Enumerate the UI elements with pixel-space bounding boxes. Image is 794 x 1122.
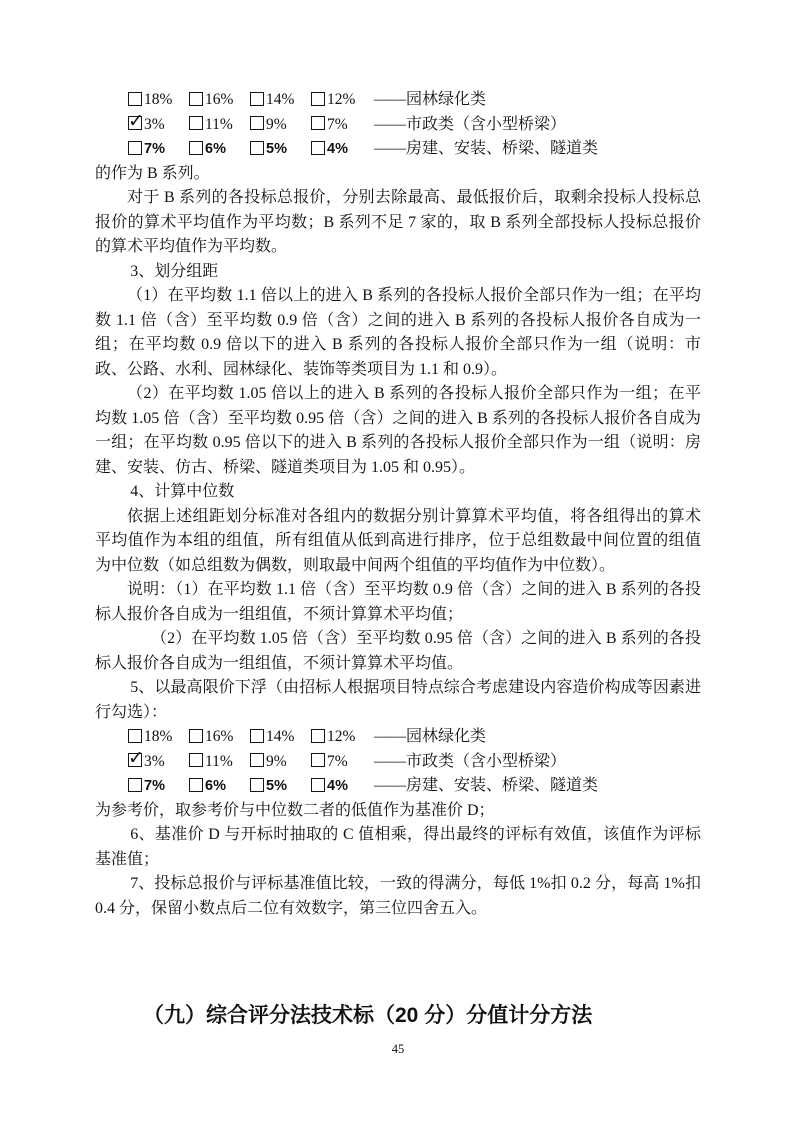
checkbox-option[interactable] — [311, 88, 372, 113]
checkbox-icon[interactable] — [311, 92, 325, 106]
discount-row-municipal — [95, 750, 701, 775]
checkbox-option-label: 4% — [327, 778, 348, 794]
discount-row-garden — [95, 88, 701, 113]
checkbox-option[interactable] — [128, 774, 189, 799]
checkbox-option-label: 6% — [205, 141, 226, 157]
checkbox-icon[interactable] — [128, 778, 142, 792]
category-label: ——园林绿化类 — [374, 728, 487, 745]
checkbox-option[interactable] — [189, 774, 250, 799]
checkbox-option[interactable] — [128, 137, 189, 162]
discount-row-garden — [95, 725, 701, 750]
paragraph-median: 依据上述组距划分标准对各组内的数据分别计算算术平均值，将各组得出的算术平均值作为本组的组值，所有组值从低到高进行排序，位于总组数最中间位置的组值为中位数（如总组数为偶数，则取最中间两个组值的平均值作为中位数）。 — [95, 507, 701, 574]
checkbox-option-label: 16% — [205, 91, 234, 108]
checkbox-option-label: 14% — [266, 91, 295, 108]
checkbox-icon[interactable] — [311, 729, 325, 743]
checkbox-option[interactable] — [250, 113, 311, 138]
checkbox-option[interactable] — [250, 750, 311, 775]
checkbox-option[interactable] — [189, 113, 250, 138]
checkbox-option-label: 9% — [266, 752, 287, 770]
checkbox-option-label: 7% — [144, 778, 165, 794]
checkbox-option-label: 6% — [205, 778, 226, 794]
checkbox-icon[interactable] — [189, 92, 203, 106]
paragraph-grouping-2: （2）在平均数 1.05 倍以上的进入 B 系列的各投标人报价全部只作为一组；在平均数 1.05 倍（含）至平均数 0.95 倍（含）之间的进入 B 系列的各投标人报价各自成为一组；在平均数 0.95 倍以下的进入 B 系列的各投标人报价全部只作为一组（说明：房建、安装、仿古、桥梁、隧道类项目为 1.05 和 0.95）。 — [95, 385, 701, 476]
paragraph-median-note-2: （2）在平均数 1.05 倍（含）至平均数 0.95 倍（含）之间的进入 B 系列的各投标人报价各自成为一组组值，不须计算算术平均值。 — [95, 630, 701, 672]
page-number: 45 — [391, 1042, 405, 1056]
checkbox-icon[interactable] — [311, 753, 325, 767]
checkbox-option-label: 5% — [266, 141, 287, 157]
checkbox-icon[interactable] — [311, 116, 325, 130]
paragraph-grouping-1: （1）在平均数 1.1 倍以上的进入 B 系列的各投标人报价全部只作为一组；在平均数 1.1 倍（含）至平均数 0.9 倍（含）之间的进入 B 系列的各投标人报价各自成为一组；在平均数 0.9 倍以下的进入 B 系列的各投标人报价全部只作为一组（说明：市政、公路、水利、园林绿化、装饰等类项目为 1.1 和 0.9）。 — [95, 287, 701, 378]
checkbox-option-label: 9% — [266, 115, 287, 133]
checkbox-icon[interactable] — [250, 92, 264, 106]
checkbox-option-label: 12% — [327, 728, 356, 745]
checkbox-icon[interactable] — [128, 92, 142, 106]
checkbox-option[interactable] — [189, 750, 250, 775]
checkbox-option[interactable] — [311, 137, 372, 162]
discount-row-construction — [95, 137, 701, 162]
discount-row-municipal — [95, 113, 701, 138]
checkbox-icon[interactable] — [250, 141, 264, 155]
checkbox-option-label: 11% — [205, 752, 233, 770]
heading-item-3: 3、划分组距 — [130, 262, 219, 280]
checkbox-icon[interactable] — [189, 753, 203, 767]
checkbox-icon[interactable] — [189, 116, 203, 130]
category-label: ——房建、安装、桥梁、隧道类 — [374, 777, 599, 794]
checkbox-icon[interactable] — [189, 141, 203, 155]
checkbox-option-label: 5% — [266, 778, 287, 794]
checkbox-option[interactable] — [250, 88, 311, 113]
checkbox-icon[interactable] — [311, 141, 325, 155]
checkbox-option[interactable] — [128, 750, 189, 775]
checkbox-option[interactable] — [311, 113, 372, 138]
checkbox-icon[interactable] — [250, 116, 264, 130]
checkbox-option[interactable] — [311, 774, 372, 799]
checkbox-checked-icon[interactable] — [128, 116, 142, 130]
checkbox-option[interactable] — [311, 725, 372, 750]
category-label: ——市政类（含小型桥梁） — [374, 752, 567, 770]
checkbox-option[interactable] — [250, 774, 311, 799]
section-heading: （九）综合评分法技术标（20 分）分值计分方法 — [143, 1004, 593, 1027]
paragraph-item-7: 7、投标总报价与评标基准值比较，一致的得满分，每低 1%扣 0.2 分，每高 1%扣 0.4 分，保留小数点后二位有效数字，第三位四舍五入。 — [95, 875, 701, 917]
checkbox-icon[interactable] — [189, 729, 203, 743]
checkbox-option-label: 14% — [266, 728, 295, 745]
paragraph-median-note-1: 说明：（1）在平均数 1.1 倍（含）至平均数 0.9 倍（含）之间的进入 B 系列的各投标人报价各自成为一组组值，不须计算算术平均值； — [95, 581, 701, 623]
checkbox-option-label: 18% — [144, 91, 173, 108]
category-label: ——市政类（含小型桥梁） — [374, 115, 567, 133]
checkbox-icon[interactable] — [189, 778, 203, 792]
checkbox-icon[interactable] — [250, 729, 264, 743]
checkbox-icon[interactable] — [250, 778, 264, 792]
checkbox-option[interactable] — [311, 750, 372, 775]
checkbox-icon[interactable] — [128, 141, 142, 155]
checkbox-icon[interactable] — [250, 753, 264, 767]
discount-row-construction — [95, 774, 701, 799]
body-text — [95, 88, 701, 1057]
checkbox-option[interactable] — [189, 725, 250, 750]
checkbox-option-label: 7% — [327, 115, 348, 133]
checkbox-option-label: 3% — [144, 752, 165, 770]
checkbox-option[interactable] — [189, 137, 250, 162]
category-label: ——房建、安装、桥梁、隧道类 — [374, 140, 599, 157]
checkbox-icon[interactable] — [311, 778, 325, 792]
heading-item-4: 4、计算中位数 — [130, 483, 235, 500]
checkbox-option-label: 11% — [205, 115, 233, 133]
paragraph-series-b-average: 对于 B 系列的各投标总报价，分别去除最高、最低报价后，取剩余投标人投标总报价的算术平均值作为平均数；B 系列不足 7 家的，取 B 系列全部投标人投标总报价的算术平均值作为平均数。 — [95, 189, 701, 255]
checkbox-option[interactable] — [189, 88, 250, 113]
checkbox-option-label: 12% — [327, 91, 356, 108]
paragraph-reference-price: 为参考价，取参考价与中位数二者的低值作为基准价 D； — [95, 801, 495, 819]
checkbox-option-label: 7% — [144, 141, 165, 157]
checkbox-option-label: 18% — [144, 728, 173, 745]
checkbox-option[interactable] — [250, 137, 311, 162]
checkbox-icon[interactable] — [128, 729, 142, 743]
checkbox-option-label: 7% — [327, 752, 348, 770]
checkbox-option[interactable] — [128, 113, 189, 138]
checkbox-option-label: 16% — [205, 728, 234, 745]
checkbox-option[interactable] — [250, 725, 311, 750]
paragraph-item-6: 6、基准价 D 与开标时抽取的 C 值相乘，得出最终的评标有效值，该值作为评标基准值； — [95, 826, 701, 868]
category-label: ——园林绿化类 — [374, 91, 487, 108]
checkbox-option-label: 3% — [144, 115, 165, 133]
paragraph-series-b-tail: 的作为 B 系列。 — [95, 164, 210, 182]
checkbox-checked-icon[interactable] — [128, 753, 142, 767]
paragraph-item-5: 5、以最高限价下浮（由招标人根据项目特点综合考虑建设内容造价构成等因素进行勾选）： — [95, 679, 701, 721]
checkbox-option-label: 4% — [327, 141, 348, 157]
